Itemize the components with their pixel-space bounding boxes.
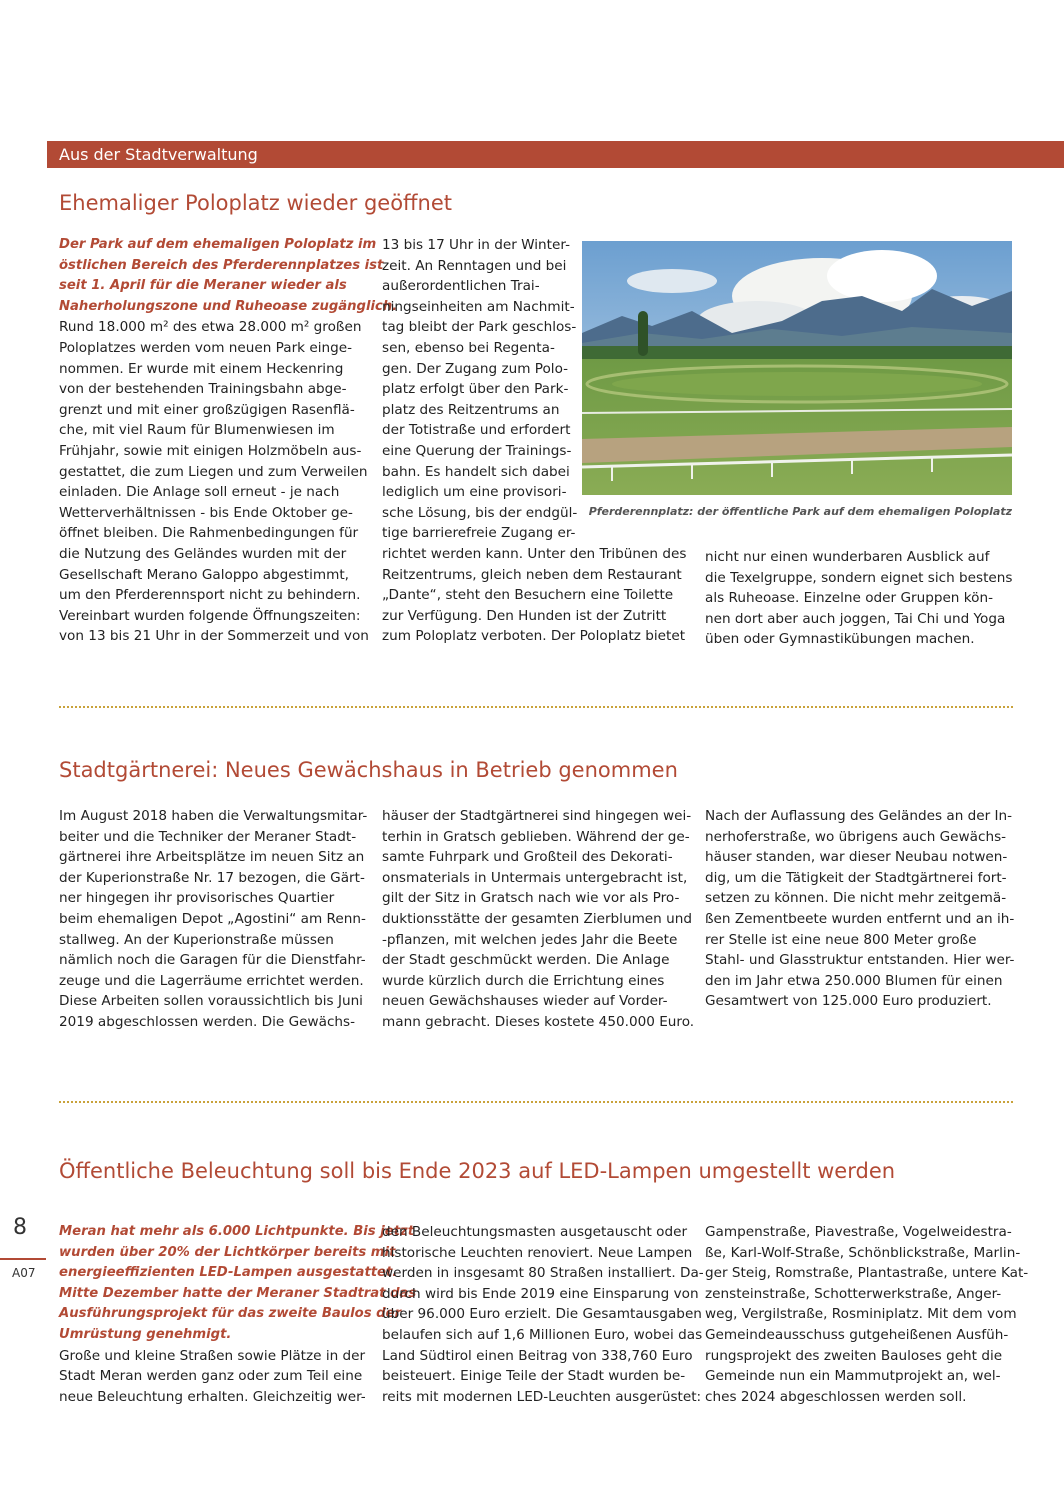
article-3-col1-line: Große und kleine Straßen sowie Plätze in der	[59, 1347, 366, 1364]
article-1-col1-line: Naherholungszone und Ruheoase zugänglich.	[59, 298, 398, 314]
article-1-col2-line: sche Lösung, bis der endgül-	[382, 504, 578, 521]
article-3-col2-line: historische Leuchten renoviert. Neue Lampen	[382, 1244, 693, 1261]
article-3-col2-line: beisteuert. Einige Teile der Stadt wurden be-	[382, 1368, 686, 1385]
article-2-col2-line: der Stadt geschmückt werden. Die Anlage	[382, 952, 670, 969]
article-2-col3-line: Gesamtwert von 125.000 Euro produziert.	[705, 993, 992, 1010]
article-3-col2-line: belaufen sich auf 1,6 Millionen Euro, wobei das	[382, 1327, 703, 1343]
article-3-col3-line: rungsprojekt des zweiten Bauloses geht die	[705, 1347, 1003, 1364]
article-1-col1-line: seit 1. April für die Meraner wieder als	[59, 278, 347, 294]
article-2-col3-line: ßen Zementbeete wurden entfernt und an ih-	[705, 911, 1015, 927]
article-1-col1-line: Wetterverhältnissen - bis Ende Oktober ge-	[59, 504, 353, 521]
article-1-col1-line: Poloplatzes werden vom neuen Park einge-	[59, 340, 353, 356]
article-1-col3-line: die Texelgruppe, sondern eignet sich bestens	[705, 569, 1013, 586]
article-2-col1-line: der Kuperionstraße Nr. 17 bezogen, die Gärt-	[59, 869, 365, 886]
article-1-col2-line: der Totistraße und erfordert	[382, 422, 571, 439]
article-1-col2-line: Reitzentrums, gleich neben dem Restaurant	[382, 566, 682, 583]
section-label: Aus der Stadtverwaltung	[59, 145, 258, 164]
article-2-col3-line: dig, um die Tätigkeit der Stadtgärtnerei fort-	[705, 869, 1007, 886]
article-1-col2-line: außerordentlichen Trai-	[382, 278, 540, 295]
article-2-col3-line: Nach der Auflassung des Geländes an der In-	[705, 808, 1013, 824]
article-3-col2-line: reits mit modernen LED-Leuchten ausgerüstet:	[382, 1388, 702, 1405]
article-1-col1-line: che, mit viel Raum für Blumenwiesen im	[59, 422, 335, 439]
article-1-col2-line: sen, ebenso bei Regenta-	[382, 340, 555, 356]
section-header-band	[47, 141, 1064, 168]
article-1-col1-line: Rund 18.000 m² des etwa 28.000 m² großen	[59, 319, 362, 336]
article-1-col2-line: lediglich um eine provisori-	[382, 484, 567, 501]
article-3-col3-line: zensteinstraße, Schotterwerkstraße, Anger-	[705, 1285, 1002, 1302]
article-2-col1-line: ner hingegen ihr provisorisches Quartier	[59, 890, 335, 907]
article-3-col2-line: den Beleuchtungsmasten ausgetauscht oder	[382, 1224, 688, 1240]
article-2-col1-line: Im August 2018 haben die Verwaltungsmitar-	[59, 808, 368, 824]
article-1-col1-line: um den Pferderennsport nicht zu behindern.	[59, 587, 361, 604]
article-3-col3-line: ße, Karl-Wolf-Straße, Schönblickstraße, Marlin-	[705, 1244, 1021, 1261]
article-1-col2-line: 13 bis 17 Uhr in der Winter-	[382, 237, 570, 253]
article-2-col3-line: rer Stelle ist eine neue 800 Meter große	[705, 931, 977, 948]
article-1-col1-line: Gesellschaft Merano Galoppo abgestimmt,	[59, 566, 349, 583]
page-marker-rule	[0, 1258, 46, 1260]
article-1-col1-line: Der Park auf dem ehemaligen Poloplatz im	[59, 237, 377, 252]
article-3-col1-line: neue Beleuchtung erhalten. Gleichzeitig wer-	[59, 1388, 366, 1405]
article-1-col3-line: als Ruheoase. Einzelne oder Gruppen kön-	[705, 590, 993, 607]
article-1-col1-line: östlichen Bereich des Pferderennplatzes ist	[59, 257, 384, 273]
article-2-col2-line: wurde kürzlich durch die Errichtung eines	[382, 972, 665, 989]
photo-caption: Pferderennplatz: der öffentliche Park auf dem ehemaligen Poloplatz	[588, 505, 1012, 518]
article-2-col1-line: stallweg. An der Kuperionstraße müssen	[59, 931, 334, 948]
article-2-col3-line: nerhoferstraße, wo übrigens auch Gewächs-	[705, 828, 1007, 845]
article-2-col2-line: neuen Gewächshauses wieder auf Vorder-	[382, 993, 668, 1010]
article-2-col1-line: beim ehemaligen Depot „Agostini“ am Renn-	[59, 911, 366, 927]
article-2-title: Stadtgärtnerei: Neues Gewächshaus in Betrieb genommen	[59, 758, 678, 782]
article-3-col1-line: Ausführungsprojekt für das zweite Baulos der	[59, 1306, 402, 1322]
article-1-col3-line: nicht nur einen wunderbaren Ausblick auf	[705, 549, 990, 565]
article-2-col3-line: häuser standen, war dieser Neubau notwen-	[705, 849, 1008, 866]
article-3-col2-line: Land Südtirol einen Beitrag von 338,760 Euro	[382, 1347, 693, 1364]
article-3-col1-line: Umrüstung genehmigt.	[59, 1327, 232, 1342]
article-3-col3-line: ches 2024 abgeschlossen werden soll.	[705, 1388, 967, 1405]
article-3-col2-line: werden in insgesamt 80 Straßen installiert. Da-	[382, 1265, 704, 1282]
article-1-col2-line: zum Poloplatz verboten. Der Poloplatz bietet	[382, 628, 686, 645]
article-2-col2-line: samte Fuhrpark und Großteil des Dekorati-	[382, 849, 673, 866]
dotted-separator	[59, 706, 1013, 708]
article-2-col1-line: nämlich noch die Garagen für die Dienstfahr-	[59, 952, 366, 969]
article-1-col1-line: Vereinbart wurden folgende Öffnungszeiten:	[59, 607, 361, 624]
article-2-col1-line: gärtnerei ihre Arbeitsplätze im neuen Sitz an	[59, 849, 365, 866]
article-2-col2-line: gilt der Sitz in Gratsch nach wie vor als Pro-	[382, 890, 680, 907]
article-3-col1-line: Meran hat mehr als 6.000 Lichtpunkte. Bis jetzt	[59, 1224, 414, 1239]
article-1-col1-line: Frühjahr, sowie mit einigen Holzmöbeln aus-	[59, 443, 362, 459]
article-2-col2-line: -pflanzen, mit welchen jedes Jahr die Beete	[382, 931, 678, 948]
article-1-col1-line: die Nutzung des Geländes wurden mit der	[59, 546, 347, 562]
article-3-col1-line: wurden über 20% der Lichtkörper bereits mit	[59, 1244, 396, 1260]
article-3-col1-line: energieeffizienten LED-Lampen ausgestattet.	[59, 1265, 398, 1281]
article-2-col2-line: terhin in Gratsch geblieben. Während der ge-	[382, 828, 690, 845]
article-2-col3-line: den im Jahr etwa 250.000 Blumen für einen	[705, 972, 1003, 989]
article-1-col2-line: „Dante“, steht den Besuchern eine Toilette	[382, 587, 674, 604]
article-2-col2-line: häuser der Stadtgärtnerei sind hingegen wei-	[382, 808, 692, 824]
article-3-col3-line: Gemeinde nun ein Mammutprojekt an, wel-	[705, 1368, 1001, 1385]
article-2-col3-line: Stahl- und Glasstruktur entstanden. Hier wer-	[705, 952, 1015, 969]
page-code: A07	[12, 1266, 36, 1280]
article-3-col3-line: ger Steig, Romstraße, Plantastraße, untere Kat-	[705, 1265, 1029, 1282]
article-1-col3-line: üben oder Gymnastikübungen machen.	[705, 631, 975, 648]
article-3-col3-line: weg, Vergilstraße, Rosminiplatz. Mit dem vom	[705, 1306, 1017, 1323]
article-3-col2-line: durch wird bis Ende 2019 eine Einsparung von	[382, 1285, 699, 1302]
article-1-col2-line: bahn. Es handelt sich dabei	[382, 463, 570, 480]
article-1-col2-line: tige barrierefreie Zugang er-	[382, 525, 576, 542]
article-2-col2-line: onsmaterials in Untermais untergebracht ist,	[382, 869, 688, 886]
article-1-col2-line: richtet werden kann. Unter den Tribünen des	[382, 546, 687, 562]
article-1-col1-line: nommen. Er wurde mit einem Heckenring	[59, 360, 344, 377]
article-1-col2-line: zeit. An Renntagen und bei	[382, 257, 567, 274]
article-2-col1-line: Diese Arbeiten sollen voraussichtlich bis Juni	[59, 993, 363, 1010]
article-3-title: Öffentliche Beleuchtung soll bis Ende 2023 auf LED-Lampen umgestellt werden	[59, 1159, 896, 1183]
article-1-col2-line: eine Querung der Trainings-	[382, 443, 572, 459]
article-1-col2-line: gen. Der Zugang zum Polo-	[382, 360, 569, 377]
article-3-col1-line: Mitte Dezember hatte der Meraner Stadtrat das	[59, 1285, 417, 1301]
article-1-title: Ehemaliger Poloplatz wieder geöffnet	[59, 191, 452, 215]
article-3-col1-line: Stadt Meran werden ganz oder zum Teil eine	[59, 1368, 363, 1385]
article-2-col1-line: zeuge und die Lagerräume errichtet werden.	[59, 972, 364, 989]
article-1-col1-line: öffnet bleiben. Die Rahmenbedingungen für	[59, 525, 359, 542]
article-1-col1-line: von der bestehenden Trainingsbahn abge-	[59, 381, 347, 398]
article-2-col2-line: mann gebracht. Dieses kostete 450.000 Euro.	[382, 1014, 695, 1030]
dotted-separator	[59, 1101, 1013, 1103]
racecourse-photo	[582, 241, 1012, 495]
article-1-col2-line: zur Verfügung. Den Hunden ist der Zutritt	[382, 607, 667, 624]
page-number: 8	[13, 1215, 27, 1240]
article-1-col2-line: platz erfolgt über den Park-	[382, 381, 569, 398]
article-1-col1-line: gestattet, die zum Liegen und zum Verweilen	[59, 463, 368, 480]
article-2-col3-line: setzen zu können. Die nicht mehr zeitgemä-	[705, 890, 1007, 907]
article-1-col1-line: einladen. Die Anlage soll erneut - je nach	[59, 484, 340, 501]
article-2-col1-line: 2019 abgeschlossen werden. Die Gewächs-	[59, 1014, 356, 1030]
article-1-col2-line: platz des Reitzentrums an	[382, 401, 560, 418]
article-3-col3-line: Gampenstraße, Piavestraße, Vogelweidestra-	[705, 1224, 1012, 1240]
article-1-col2-line: ningseinheiten am Nachmit-	[382, 298, 575, 315]
article-1-col1-line: grenzt und mit einer großzügigen Rasenflä-	[59, 401, 355, 418]
article-3-col2-line: über 96.000 Euro erzielt. Die Gesamtausgaben	[382, 1306, 702, 1323]
article-2-col1-line: beiter und die Techniker der Meraner Stadt-	[59, 828, 357, 845]
article-3-col3-line: Gemeindeausschuss gutgeheißenen Ausfüh-	[705, 1327, 1009, 1343]
article-1-col1-line: von 13 bis 21 Uhr in der Sommerzeit und von	[59, 628, 369, 645]
article-1-col3-line: nen dort aber auch joggen, Tai Chi und Yoga	[705, 610, 1006, 627]
article-2-col2-line: duktionsstätte der gesamten Zierblumen und	[382, 911, 692, 927]
article-1-col2-line: tag bleibt der Park geschlos-	[382, 319, 577, 336]
